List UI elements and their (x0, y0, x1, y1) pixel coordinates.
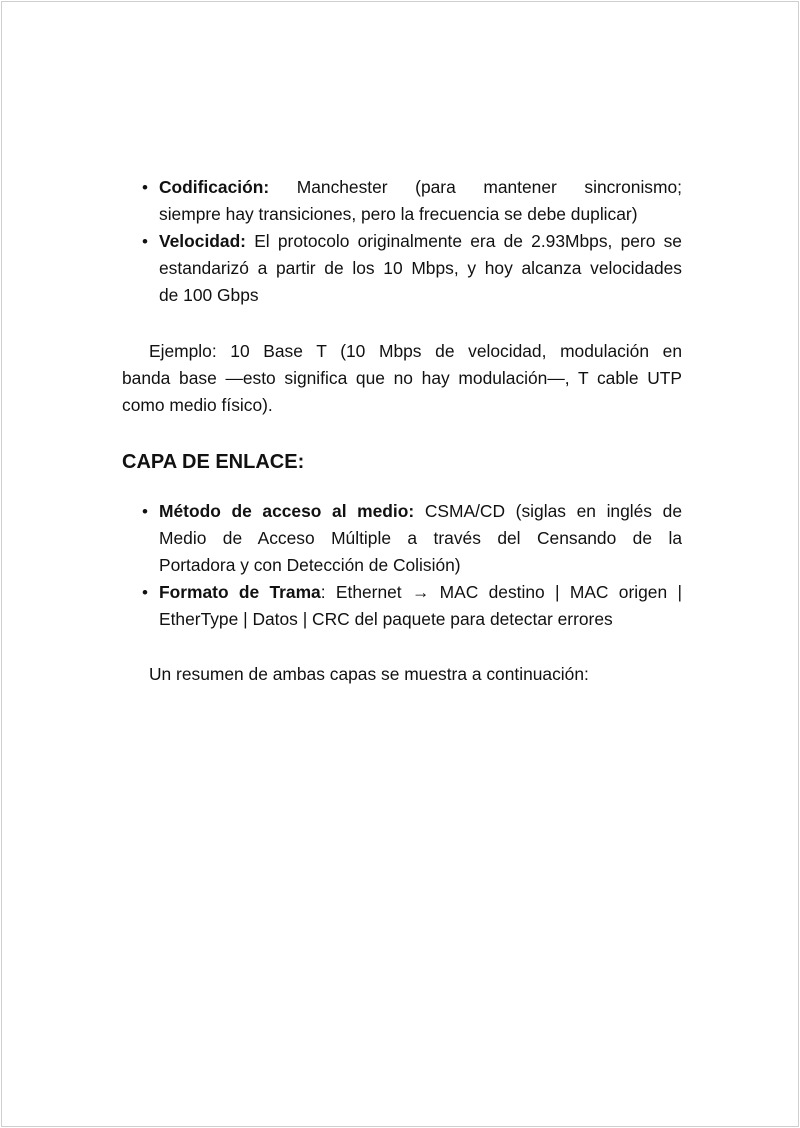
bullet-text: Manchester (para mantener sincronismo; (296, 177, 682, 197)
bullet-label: Velocidad: (159, 231, 246, 251)
bullet-label: Método de acceso al medio: (159, 501, 415, 521)
bullet-metodo-line-1 (159, 498, 682, 525)
bullet-text: estandarizó a partir de los 10 Mbps, y hoy alcanza velocidades (159, 258, 682, 278)
document-page (1, 1, 799, 1127)
bullet-text: Medio de Acceso Múltiple a través del Censando de la (159, 528, 682, 548)
paragraph-line: Ejemplo: 10 Base T (10 Mbps de velocidad, modulación en (149, 341, 682, 361)
summary-paragraph: Un resumen de ambas capas se muestra a continuación: (149, 664, 589, 684)
bullet-text: de 100 Gbps (159, 285, 259, 305)
bullet-dot: • (142, 232, 148, 251)
bullet-formato-line-1 (159, 579, 682, 606)
bullet-velocidad-line-1 (159, 228, 682, 255)
bullet-text: CSMA/CD (siglas en inglés de (424, 501, 682, 521)
paragraph-line: como medio físico). (122, 395, 273, 415)
bullet-text: EtherType | Datos | CRC del paquete para detectar errores (159, 609, 613, 629)
bullet-text: El protocolo originalmente era de 2.93Mbps, pero se (254, 231, 682, 251)
paragraph-line: banda base —esto significa que no hay modulación—, T cable UTP (122, 368, 682, 388)
bullet-dot: • (142, 178, 148, 197)
bullet-label: Codificación: (159, 177, 270, 197)
bullet-text: Portadora y con Detección de Colisión) (159, 555, 461, 575)
bullet-codificacion-line-1 (159, 174, 682, 201)
bullet-dot: • (142, 583, 148, 602)
bullet-text: siempre hay transiciones, pero la frecuencia se debe duplicar) (159, 204, 638, 224)
bullet-label: Formato de Trama (159, 582, 321, 602)
bullet-text: : Ethernet → MAC destino | MAC origen | (320, 582, 682, 602)
bullet-dot: • (142, 502, 148, 521)
section-heading: CAPA DE ENLACE: (122, 451, 305, 473)
